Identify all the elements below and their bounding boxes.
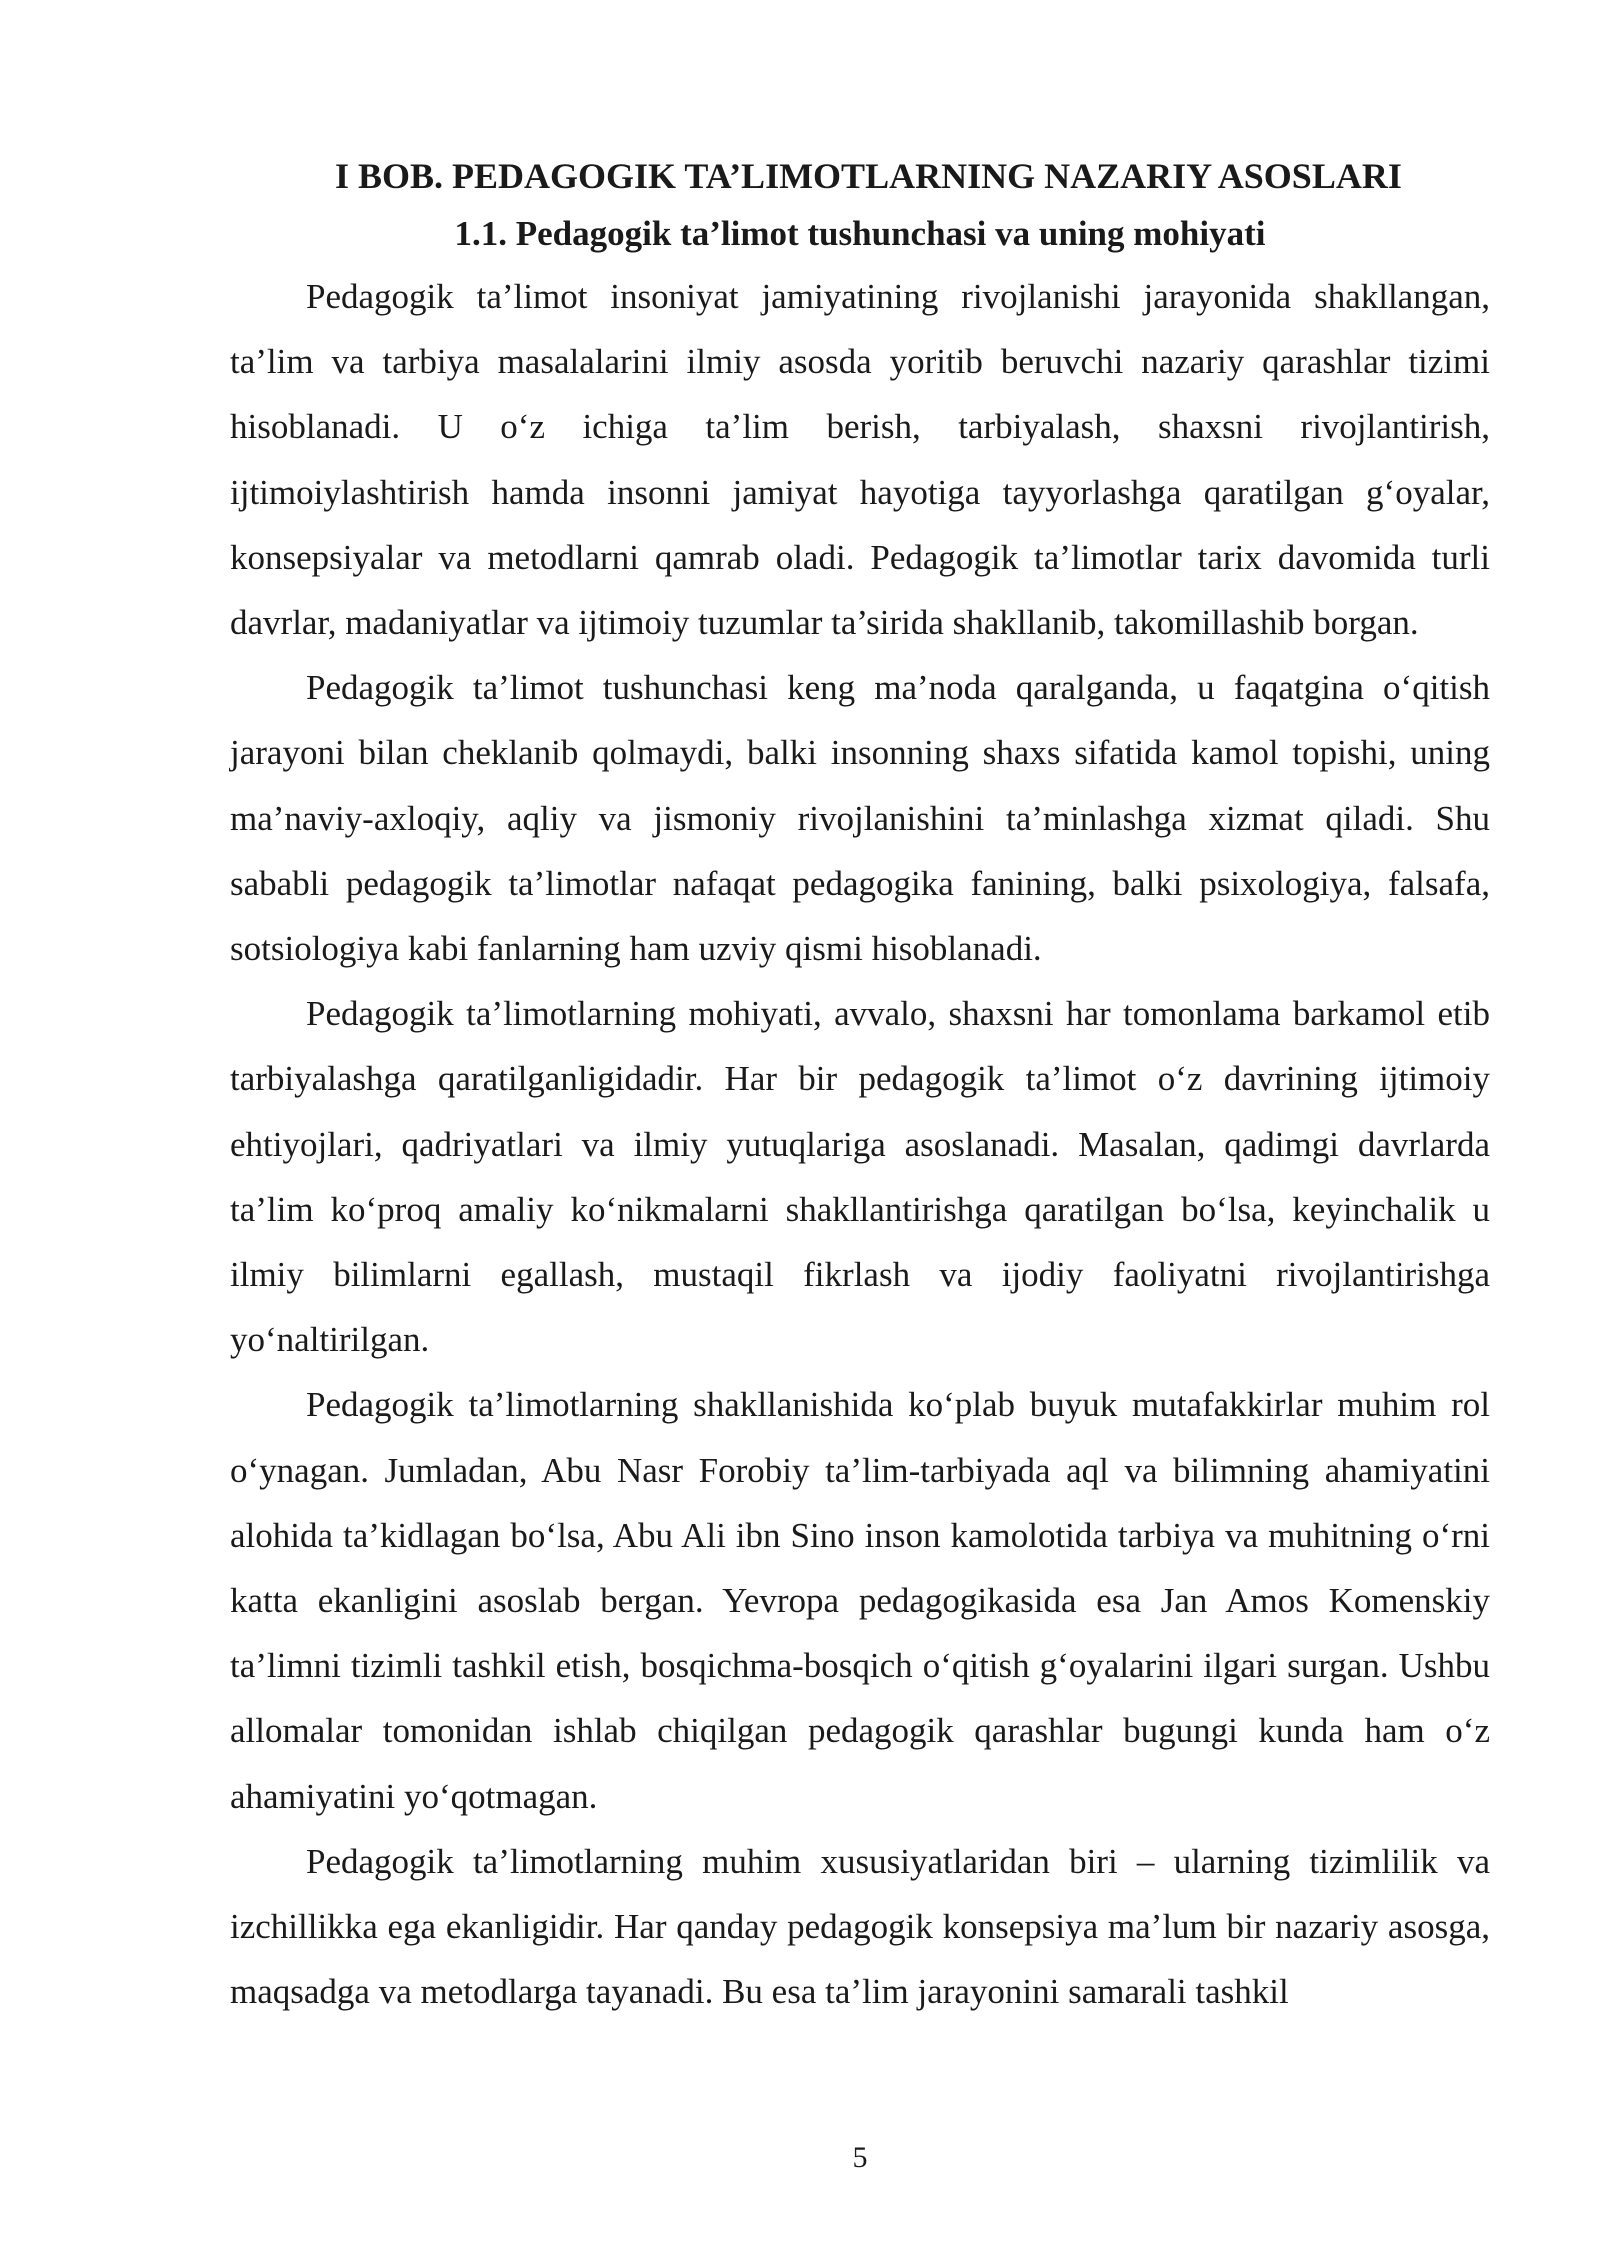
page-number: 5: [852, 2141, 868, 2174]
section-title: 1.1. Pedagogik ta’limot tushunchasi va uning mohiyati: [454, 214, 1266, 253]
body-paragraph-3: Pedagogik ta’limotlarning mohiyati, avvalo, shaxsni har tomonlama barkamol etib tarbiyalashga qaratilganligidadir. Har bir pedagogik ta’limot o‘z davrining ijtimoiy ehtiyojlari, qadriyatlari va ilmiy yutuqlariga asoslanadi. Masalan, qadimgi davrlarda ta’lim ko‘proq amaliy ko‘nikmalarni shakllantirishga qaratilgan bo‘lsa, keyinchalik u ilmiy bilimlarni egallash, mustaqil fikrlash va ijodiy faoliyatni rivojlantirishga yo‘naltirilgan.: [230, 994, 1490, 1360]
chapter-title: I BOB. PEDAGOGIK TA’LIMOTLARNING NAZARIY ASOSLARI: [335, 156, 1402, 196]
body-paragraph-5: Pedagogik ta’limotlarning muhim xususiyatlaridan biri – ularning tizimlilik va izchillikka ega ekanligidir. Har qanday pedagogik konsepsiya ma’lum bir nazariy asosga, maqsadga va metodlarga tayanadi. Bu esa ta’lim jarayonini samarali tashkil: [230, 1841, 1490, 2012]
body-paragraph-4: Pedagogik ta’limotlarning shakllanishida ko‘plab buyuk mutafakkirlar muhim rol o‘ynagan. Jumladan, Abu Nasr Forobiy ta’lim-tarbiyada aql va bilimning ahamiyatini alohida ta’kidlagan bo‘lsa, Abu Ali ibn Sino inson kamolotida tarbiya va muhitning o‘rni katta ekanligini asoslab bergan. Yevropa pedagogikasida esa Jan Amos Komenskiy ta’limni tizimli tashkil etish, bosqichma-bosqich o‘qitish g‘oyalarini ilgari surgan. Ushbu allomalar tomonidan ishlab chiqilgan pedagogik qarashlar bugungi kunda ham o‘z ahamiyatini yo‘qotmagan.: [230, 1385, 1490, 1816]
page-content: [230, 148, 1490, 2024]
body-paragraph-1: Pedagogik ta’limot insoniyat jamiyatining rivojlanishi jarayonida shakllangan, ta’lim va tarbiya masalalarini ilmiy asosda yoritib beruvchi nazariy qarashlar tizimi hisoblanadi. U o‘z ichiga ta’lim berish, tarbiyalash, shaxsni rivojlantirish, ijtimoiylashtirish hamda insonni jamiyat hayotiga tayyorlashga qaratilgan g‘oyalar, konsepsiyalar va metodlarni qamrab oladi. Pedagogik ta’limotlar tarix davomida turli davrlar, madaniyatlar va ijtimoiy tuzumlar ta’sirida shakllanib, takomillashib borgan.: [230, 277, 1490, 643]
body-paragraph-2: Pedagogik ta’limot tushunchasi keng ma’noda qaralganda, u faqatgina o‘qitish jarayoni bilan cheklanib qolmaydi, balki insonning shaxs sifatida kamol topishi, uning ma’naviy-axloqiy, aqliy va jismoniy rivojlanishini ta’minlashga xizmat qiladi. Shu sababli pedagogik ta’limotlar nafaqat pedagogika fanining, balki psixologiya, falsafa, sotsiologiya kabi fanlarning ham uzviy qismi hisoblanadi.: [230, 668, 1490, 969]
